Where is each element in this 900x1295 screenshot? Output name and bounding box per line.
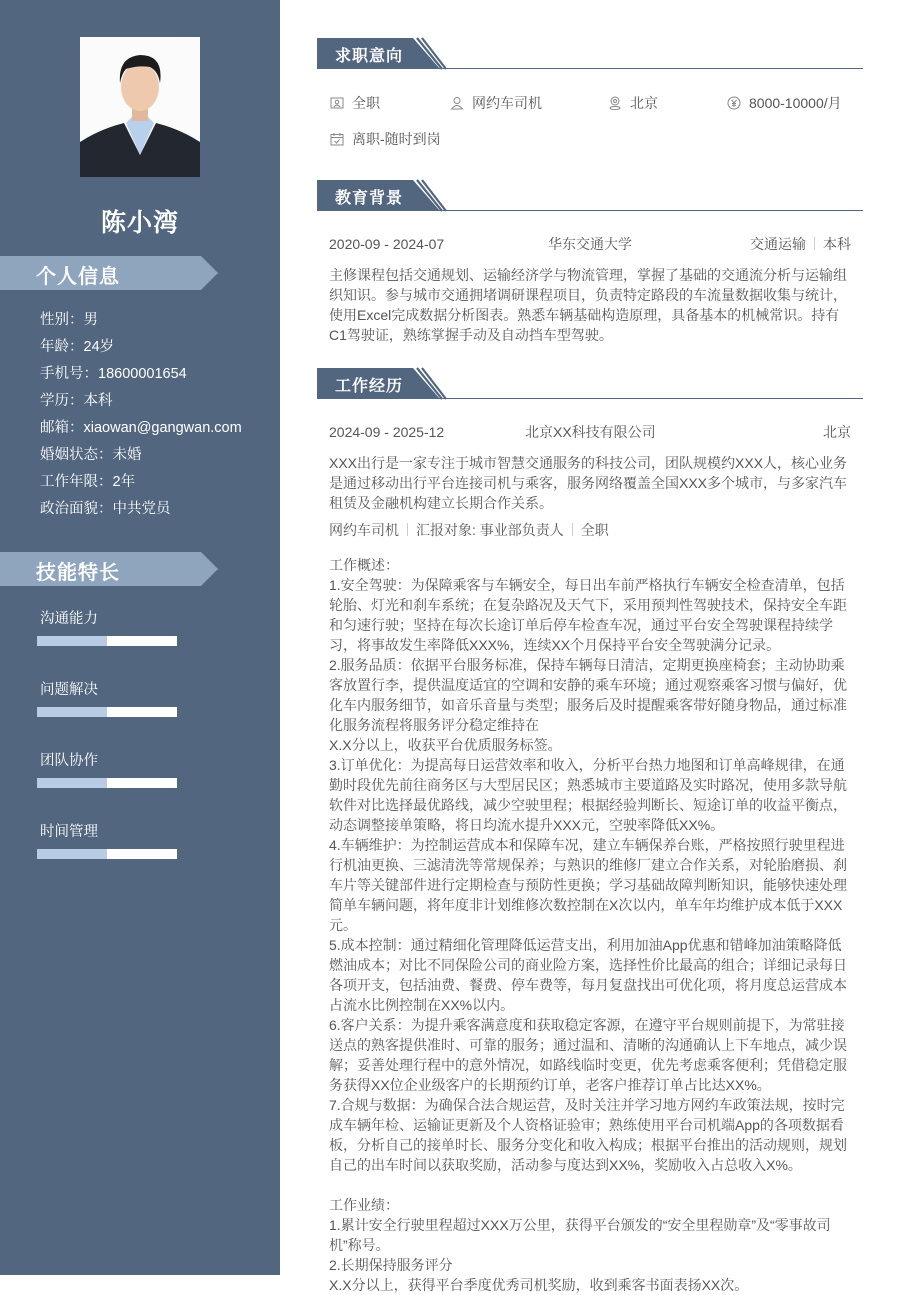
sidebar [0, 0, 280, 1275]
info-marital-status: 婚姻状态：未婚 [40, 447, 142, 463]
location-pin-icon [608, 96, 622, 110]
candidate-name: 陈小湾 [100, 209, 179, 237]
overview-item: 5.成本控制：通过精细化管理降低运营支出，利用加油App优惠和错峰加油策略降低燃油成本；对比不同保险公司的商业险方案，选择性价比最高的组合；详细记录每日各项开支，包括油费、餐费、停车费等，每月复盘找出可优化项，将月度总运营成本占流水比例控制在XX%以内。 [329, 937, 847, 1013]
company-intro: XXX出行是一家专注于城市智慧交通服务的科技公司，团队规模约XXX人，核心业务是通过移动出行平台连接司机与乘客，服务网络覆盖全国XXX多个城市，与多家汽车租赁及金融机构建立长期合作关系。 [329, 455, 848, 511]
achievement-item: 1.累计安全行驶里程超过XXX万公里，获得平台颁发的“安全里程勋章”及“零事故司机”称号。 [329, 1217, 831, 1253]
achievement-item: 2.长期保持服务评分 [329, 1257, 453, 1273]
skill-time-management: 时间管理 [40, 820, 98, 841]
skill-communication: 沟通能力 [40, 607, 98, 628]
work-title: 工作经历 [335, 378, 404, 395]
info-email: 邮箱：xiaowan@gangwan.com [40, 420, 242, 436]
skill-bar [37, 707, 177, 717]
info-phone: 手机号：18600001654 [40, 366, 187, 382]
work-overview [329, 555, 853, 1295]
overview-item: 1.安全驾驶：为保障乘客与车辆安全，每日出车前严格执行车辆安全检查清单，包括轮胎、灯光和刹车系统；在复杂路况及天气下，采用预判性驾驶技术，保持安全车距和匀速行驶；坚持在每次长途订单后停车检查车况，通过平台安全驾驶课程持续学习，将事故发生率降低XXX%，连续XX个月保持平台安全驾驶满分记录。 [329, 577, 847, 653]
achievements-title: 工作业绩： [329, 1197, 399, 1213]
briefcase-icon [330, 96, 344, 110]
currency-yuan-icon [727, 96, 741, 110]
profile-photo [80, 37, 200, 177]
education-period: 2020-09 - 2024-07 [329, 236, 445, 252]
job-position: 网约车司机 [450, 93, 542, 113]
skills-heading [0, 552, 218, 586]
achievement-item: X.X分以上，获得平台季度优秀司机奖励，收到乘客书面表扬XX次。 [329, 1277, 749, 1293]
work-city: 北京 [823, 424, 851, 440]
skill-bar [37, 636, 177, 646]
work-period: 2024-09 - 2025-12 [329, 424, 445, 440]
overview-item: 4.车辆维护：为控制运营成本和保障车况，建立车辆保养台账，严格按照行驶里程进行机油更换、三滤清洗等常规保养；与熟识的维修厂建立合作关系，对轮胎磨损、刹车片等关键部件进行定期检查与预防性更换；学习基础故障判断知识，能够快速处理简单车辆问题，将年度非计划维修次数控制在X次以内，单车年均维护成本低于XXX元。 [329, 837, 847, 933]
info-political-status: 政治面貌：中共党员 [40, 501, 171, 517]
personal-info-list [40, 308, 242, 524]
skill-problem-solving: 问题解决 [40, 678, 98, 699]
job-city: 北京 [608, 93, 658, 113]
skill-bar [37, 849, 177, 859]
job-intention-heading [317, 38, 863, 70]
skill-bar [37, 778, 177, 788]
user-icon [450, 96, 464, 110]
work-heading [317, 368, 863, 400]
overview-item: 6.客户关系：为提升乘客满意度和获取稳定客源，在遵守平台规则前提下，为常驻接送点的熟客提供准时、可靠的服务；通过温和、清晰的沟通确认上下车地点，减少误解；妥善处理行程中的意外情况，如路线临时变更，优先考虑乘客便利；凭借稳定服务获得XX位企业级客户的长期预约订单，老客户推荐订单占比达XX%。 [329, 1017, 847, 1093]
overview-item: 3.订单优化：为提高每日运营效率和收入，分析平台热力地图和订单高峰规律，在通勤时段优先前往商务区与大型居民区；熟悉城市主要道路及实时路况，使用多款导航软件对比选择最优路线，减少空驶里程；根据经验判断长、短途订单的收益平衡点，动态调整接单策略，将日均流水提升XXX元，空驶率降低XX%。 [329, 757, 847, 833]
overview-item: X.X分以上，收获平台优质服务标签。 [329, 737, 562, 753]
education-school: 华东交通大学 [548, 236, 632, 252]
personal-info-heading [0, 256, 218, 290]
info-work-years: 工作年限：2年 [40, 474, 136, 490]
education-heading [317, 180, 863, 212]
personal-info-title: 个人信息 [36, 266, 120, 288]
overview-item: 7.合规与数据：为确保合法合规运营，及时关注并学习地方网约车政策法规，按时完成车辆年检、运输证更新及个人资格证验审；熟练使用平台司机端App的各项数据看板，分析自己的接单时长、服务分变化和收入构成；根据平台推出的活动规则，规划自己的出车时间以获取奖励，活动参与度达到XX%，奖励收入占总收入X%。 [329, 1097, 847, 1173]
work-company: 北京XX科技有限公司 [525, 424, 656, 440]
avatar-image-icon [80, 37, 200, 177]
skill-teamwork: 团队协作 [40, 749, 98, 770]
job-availability: 离职-随时到岗 [330, 129, 441, 149]
info-age: 年龄：24岁 [40, 339, 115, 355]
overview-item: 2.服务品质：依据平台服务标准，保持车辆每日清洁，定期更换座椅套；主动协助乘客放置行李，提供温度适宜的空调和安静的乘车环境；通过观察乘客习惯与偏好，优化车内服务细节，如音乐音量与类型；服务后及时提醒乘客带好随身物品，通过标准化服务流程将服务评分稳定维持在 [329, 657, 847, 733]
education-major-degree: 交通运输 本科 [750, 236, 851, 252]
info-gender: 性别：男 [40, 312, 98, 328]
skills-title: 技能特长 [36, 562, 120, 584]
stripe-decoration-icon [413, 368, 443, 399]
overview-title: 工作概述： [329, 557, 399, 573]
job-type: 全职 [330, 93, 380, 113]
calendar-check-icon [330, 132, 344, 146]
education-title: 教育背景 [335, 190, 404, 207]
work-role-line: 网约车司机 汇报对象: 事业部负责人 全职 [329, 522, 609, 538]
info-education: 学历：本科 [40, 393, 113, 409]
education-description: 主修课程包括交通规划、运输经济学与物流管理，掌握了基础的交通流分析与运输组织知识。参与城市交通拥堵调研课程项目，负责特定路段的车流量数据收集与统计，使用Excel完成数据分析图表。熟悉车辆基础构造原理，具备基本的机械常识。持有C1驾驶证，熟练掌握手动及自动挡车型驾驶。 [329, 267, 847, 343]
stripe-decoration-icon [413, 38, 443, 69]
job-intention-title: 求职意向 [335, 48, 404, 65]
job-salary: 8000-10000/月 [727, 93, 842, 113]
stripe-decoration-icon [413, 180, 443, 211]
